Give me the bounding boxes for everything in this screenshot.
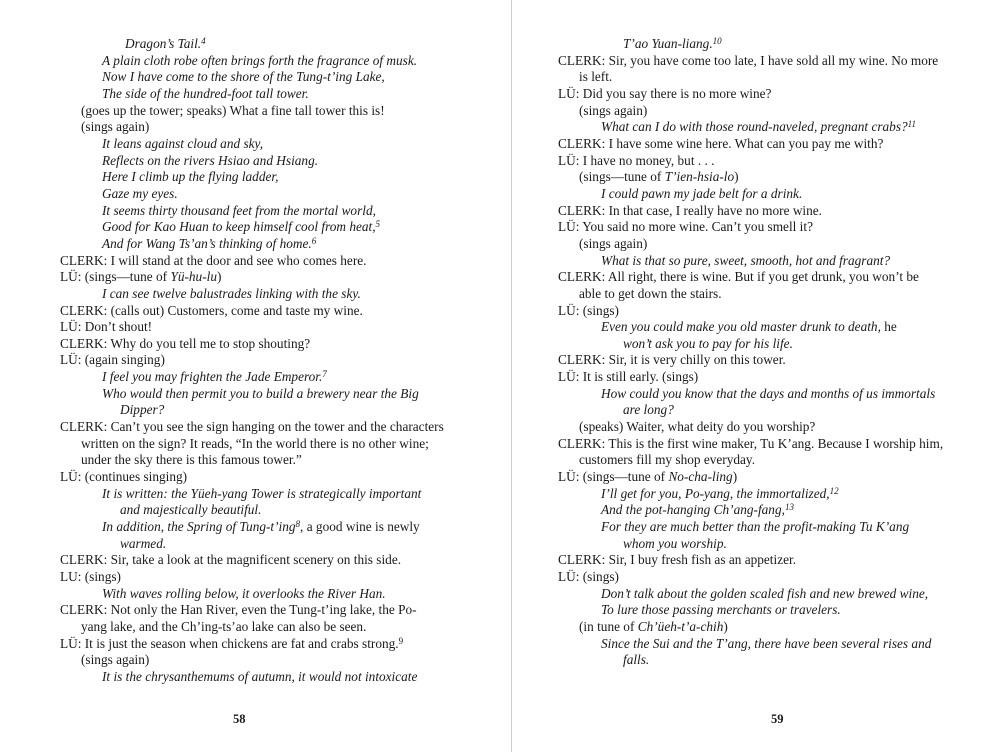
line-text: CLERK: Can’t you see the sign hanging on the tower and the characters [60,419,444,435]
line-text: (sings again) [81,119,150,135]
line-text: CLERK: Sir, take a look at the magnificent scenery on this side. [60,552,402,568]
line-text: warmed. [120,535,167,551]
line-text: is left. [579,69,613,85]
text-line [55,103,495,120]
text-line [55,602,495,619]
line-text: written on the sign? It reads, “In the world there is no other wine; [81,435,429,451]
line-text: What is that so pure, sweet, smooth, hot and fragrant? [601,252,891,268]
text-line [558,119,958,136]
text-line [55,419,495,436]
line-text: How could you know that the days and months of us immortals [601,385,936,401]
text-line [558,502,958,519]
line-text: LÜ: (sings—tune of [60,269,171,285]
footnote-marker: 5 [375,219,381,230]
footnote-marker: 7 [322,369,327,380]
line-text: CLERK: This is the first wine maker, Tu K’ang. Because I worship him, [558,435,944,451]
line-text: CLERK: Sir, it is very chilly on this tower. [558,352,786,368]
line-text: are long? [623,402,674,418]
line-tail: ) [723,618,728,634]
text-line [558,86,958,103]
line-text: Since the Sui and the T’ang, there have been several rises and [601,635,932,651]
text-line [558,536,958,553]
line-text: won’t ask you to pay for his life. [623,335,793,351]
line-text: CLERK: Sir, I buy fresh fish as an appetizer. [558,552,797,568]
tune-name: T’ien-hsia-lo [664,169,735,185]
text-line [558,586,958,603]
text-line [55,636,495,653]
text-line [55,219,495,236]
text-line [558,469,958,486]
line-text: able to get down the stairs. [579,285,722,301]
line-text: And for Wang Ts’an’s thinking of home. [102,235,312,251]
text-line [55,436,495,453]
text-line [558,203,958,220]
line-text: I can see twelve balustrades linking with the sky. [102,285,361,301]
left-page [55,36,495,686]
text-line [55,136,495,153]
line-text: LÜ: (continues singing) [60,469,188,485]
text-line [55,352,495,369]
text-line [55,552,495,569]
line-text: LÜ: It is still early. [558,369,663,385]
text-line [558,552,958,569]
text-line [558,36,958,53]
line-text: Good for Kao Huan to keep himself cool from heat, [102,219,376,235]
line-text: LÜ: Did you say there is no more wine? [558,85,772,101]
line-text: LÜ: (sings) [558,569,619,584]
text-line [558,103,958,120]
text-line [558,69,958,86]
line-text: LÜ: (again singing) [60,352,165,368]
line-tail: , a good wine is newly [300,519,420,535]
text-line [55,69,495,86]
line-text: under the sky there is this famous tower.” [81,452,302,468]
text-line [55,53,495,70]
line-text: Dipper? [120,402,165,418]
text-line [55,469,495,486]
text-line [55,119,495,136]
line-text: I could pawn my jade belt for a drink. [601,185,803,201]
text-line [55,586,495,603]
line-text: CLERK: I have some wine here. What can you pay me with? [558,135,884,151]
line-text: Gaze my eyes. [102,185,178,201]
text-line [55,652,495,669]
text-line [558,269,958,286]
line-text: and majestically beautiful. [120,502,262,518]
text-line [55,452,495,469]
line-text: Even you could make you old master drunk to death, [601,319,881,335]
page-gutter [511,0,512,752]
text-line [55,186,495,203]
text-line [558,286,958,303]
line-text: The side of the hundred-foot tall tower. [102,85,309,101]
line-text: I feel you may frighten the Jade Emperor. [102,369,323,385]
text-line [558,336,958,353]
line-text: LÜ: (sings) [558,302,619,318]
line-text: LÜ: It is just the season when chickens are fat and crabs strong. [60,635,399,651]
footnote-marker: 4 [201,35,206,46]
line-text: And the pot-hanging Ch’ang-fang, [601,502,785,518]
text-line [558,169,958,186]
text-line [558,369,958,386]
text-line [55,303,495,320]
line-text: LÜ: You said no more wine. Can’t you smell it? [558,219,813,235]
tune-name: No-cha-ling [668,469,733,485]
line-text: With waves rolling below, it overlooks the River Han. [102,585,386,601]
text-line [55,486,495,503]
line-text: CLERK: (calls out) Customers, come and taste my wine. [60,302,363,318]
text-line [558,419,958,436]
text-line [558,53,958,70]
text-line [55,269,495,286]
line-text: (sings again) [579,102,648,118]
text-line [55,153,495,170]
footnote-marker: 10 [712,35,722,46]
text-line [558,519,958,536]
footnote-marker: 9 [398,635,404,646]
line-text: It is written: the Yüeh-yang Tower is strategically important [102,485,422,501]
line-text: CLERK: All right, there is wine. But if you get drunk, you won’t be [558,269,919,285]
line-text: CLERK: Sir, you have come too late, I have sold all my wine. No more [558,52,939,68]
text-line [55,253,495,270]
text-line [558,602,958,619]
line-tail: ) [216,269,222,285]
line-tail: ) [732,469,738,485]
line-text: LÜ: (sings—tune of [558,469,669,485]
line-text: It leans against cloud and sky, [102,135,264,151]
line-text: LÜ: I have no money, but . . . [558,152,715,168]
line-text: (sings again) [81,652,150,668]
text-line [55,402,495,419]
line-text: CLERK: Why do you tell me to stop shouting? [60,335,311,351]
line-tail: he [880,319,897,335]
footnote-marker: 13 [784,502,794,513]
text-line [558,253,958,270]
line-text: LU: (sings) [60,569,121,584]
line-text: T’ao Yuan-liang. [623,36,713,51]
text-line [558,619,958,636]
text-line [558,219,958,236]
text-line [558,136,958,153]
text-line [558,386,958,403]
footnote-marker: 12 [829,485,839,496]
line-text: customers fill my shop everyday. [579,452,756,468]
text-line [55,669,495,686]
line-text: (goes up the tower; speaks) What a fine tall tower this is! [81,102,385,118]
text-line [55,86,495,103]
text-line [55,319,495,336]
text-line [55,169,495,186]
line-text: What can I do with those round-naveled, pregnant crabs? [601,119,908,135]
line-text: (in tune of [579,618,638,634]
line-tail: ) [734,169,739,185]
line-text: For they are much better than the profit-making Tu K’ang [601,519,910,535]
line-text: Here I climb up the flying ladder, [102,169,279,185]
line-text: whom you worship. [623,535,727,551]
line-text: yang lake, and the Ch’ing-ts’ao lake can also be seen. [81,618,367,634]
text-line [558,569,958,586]
page-number-right: 59 [771,712,784,726]
text-line [558,436,958,453]
line-text: It seems thirty thousand feet from the mortal world, [102,202,376,218]
text-line [55,536,495,553]
text-line [55,519,495,536]
text-line [55,569,495,586]
line-text: Dragon’s Tail. [125,36,202,51]
footnote-marker: 8 [295,518,301,529]
text-line [55,336,495,353]
line-text: (sings again) [579,235,648,251]
line-text: To lure those passing merchants or travelers. [601,602,841,618]
line-text: In addition, the Spring of Tung-t’ing [102,519,296,535]
line-text: (speaks) Waiter, what deity do you worship? [579,419,816,435]
text-line [558,153,958,170]
text-line [558,352,958,369]
line-text: Now I have come to the shore of the Tung-t’ing Lake, [102,69,385,85]
line-text: I’ll get for you, Po-yang, the immortalized, [601,485,830,501]
text-line [55,386,495,403]
footnote-marker: 11 [907,119,916,130]
text-line [55,286,495,303]
line-text: A plain cloth robe often brings forth the fragrance of musk. [102,52,418,68]
page-number-left: 58 [233,712,246,726]
line-text: falls. [623,652,650,668]
line-text: Don’t talk about the golden scaled fish and new brewed wine, [601,585,929,601]
footnote-marker: 6 [311,235,317,246]
tune-name: Yü-hu-lu [170,269,217,285]
tune-name: Ch’üeh-t’a-chih [637,618,724,634]
text-line [558,319,958,336]
text-line [558,452,958,469]
line-text: Who would then permit you to build a brewery near the Big [102,385,419,401]
text-line [558,652,958,669]
line-text: Reflects on the rivers Hsiao and Hsiang. [102,152,319,168]
text-line [558,236,958,253]
text-line [55,36,495,53]
line-tail: (sings) [662,369,699,385]
text-line [558,303,958,320]
text-line [55,203,495,220]
text-line [55,236,495,253]
text-line [55,502,495,519]
text-line [55,619,495,636]
line-text: (sings—tune of [579,169,665,185]
text-line [558,486,958,503]
text-line [558,186,958,203]
right-page [558,36,958,669]
line-text: LÜ: Don’t shout! [60,319,153,335]
line-text: CLERK: In that case, I really have no more wine. [558,202,823,218]
line-text: CLERK: I will stand at the door and see who comes here. [60,252,367,268]
line-text: CLERK: Not only the Han River, even the Tung-t’ing lake, the Po- [60,602,417,618]
text-line [558,402,958,419]
text-line [558,636,958,653]
text-line [55,369,495,386]
line-text: It is the chrysanthemums of autumn, it would not intoxicate [102,668,418,684]
